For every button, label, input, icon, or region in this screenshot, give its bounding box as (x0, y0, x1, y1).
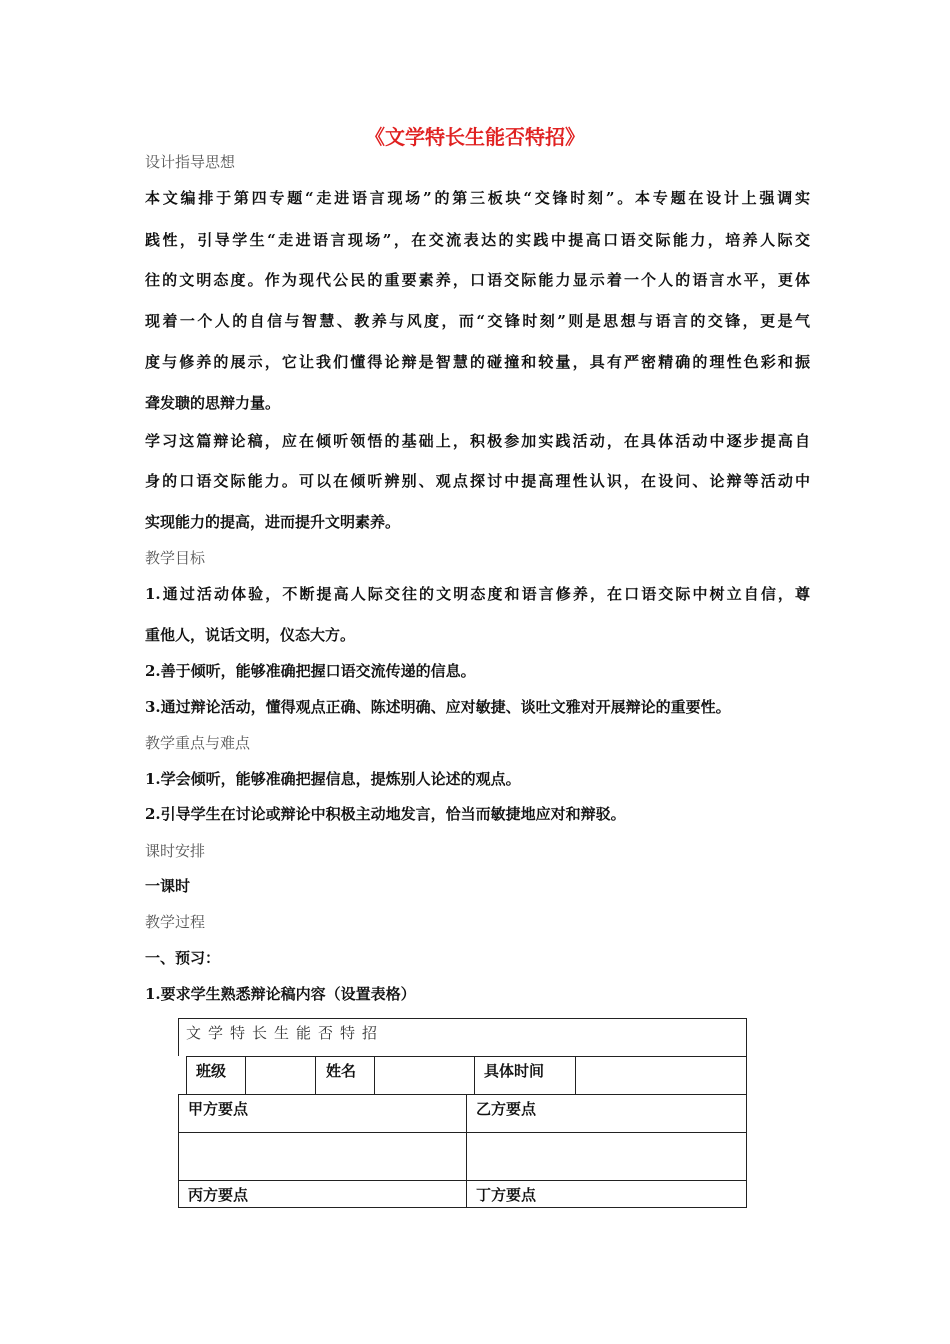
design-para1-line: 往的文明态度。作为现代公民的重要素养，口语交际能力显示着一个人的语言水平，更体 (145, 271, 810, 289)
goal-line: 重他人，说话文明，仪态大方。 (145, 626, 356, 644)
party-d-label: 丁方要点 (476, 1186, 537, 1204)
key-point-line: 2.引导学生在讨论或辩论中积极主动地发言，恰当而敏捷地应对和辩驳。 (145, 805, 626, 823)
party-c-label: 丙方要点 (188, 1186, 249, 1204)
design-para1-line: 本文编排于第四专题“走进语言现场”的第三板块“交锋时刻”。本专题在设计上强调实 (145, 189, 810, 207)
design-para1-line: 践性，引导学生“走进语言现场”，在交流表达的实践中提高口语交际能力，培养人际交 (145, 231, 810, 249)
party-b-label: 乙方要点 (476, 1100, 537, 1118)
goal-line: 3.通过辩论活动，懂得观点正确、陈述明确、应对敏捷、谈吐文雅对开展辩论的重要性。 (145, 698, 731, 716)
time-field[interactable] (578, 1058, 743, 1092)
design-para2-line: 实现能力的提高，进而提升文明素养。 (145, 513, 401, 531)
goal-line: 1.通过活动体验，不断提高人际交往的文明态度和语言修养，在口语交际中树立自信，尊 (145, 585, 810, 603)
name-field[interactable] (377, 1058, 471, 1092)
schedule-value: 一课时 (145, 877, 191, 895)
goal-line: 2.善于倾听，能够准确把握口语交流传递的信息。 (145, 662, 476, 680)
design-para1-line: 聋发聩的思辩力量。 (145, 394, 281, 412)
class-label: 班级 (196, 1062, 227, 1080)
design-para1-line: 度与修养的展示，它让我们懂得论辩是智慧的碰撞和较量，具有严密精确的理性色彩和振 (145, 353, 810, 371)
name-label: 姓名 (326, 1062, 357, 1080)
class-field[interactable] (248, 1058, 312, 1092)
process-step-1-1: 1.要求学生熟悉辩论稿内容（设置表格） (145, 985, 416, 1003)
debate-notes-table (178, 1018, 747, 1208)
design-para2-line: 学习这篇辩论稿，应在倾听领悟的基础上，积极参加实践活动，在具体活动中逐步提高自 (145, 432, 810, 450)
heading-key-points: 教学重点与难点 (145, 734, 251, 752)
process-step-1: 一、预习： (145, 949, 221, 967)
document-title: 《文学特长生能否特招》 (365, 125, 585, 149)
party-b-notes[interactable] (468, 1134, 744, 1178)
design-para1-line: 现着一个人的自信与智慧、教养与风度，而“交锋时刻”则是思想与语言的交锋，更是气 (145, 312, 810, 330)
time-label: 具体时间 (484, 1062, 545, 1080)
heading-process: 教学过程 (145, 913, 206, 931)
party-a-notes[interactable] (180, 1134, 464, 1178)
key-point-line: 1.学会倾听，能够准确把握信息，提炼别人论述的观点。 (145, 770, 521, 788)
design-para2-line: 身的口语交际能力。可以在倾听辨别、观点探讨中提高理性认识，在设问、论辩等活动中 (145, 472, 810, 490)
party-a-label: 甲方要点 (188, 1100, 249, 1118)
table-title: 文学特长生能否特招 (186, 1024, 385, 1042)
heading-design: 设计指导思想 (145, 153, 236, 171)
heading-schedule: 课时安排 (145, 842, 206, 860)
heading-goals: 教学目标 (145, 549, 206, 567)
